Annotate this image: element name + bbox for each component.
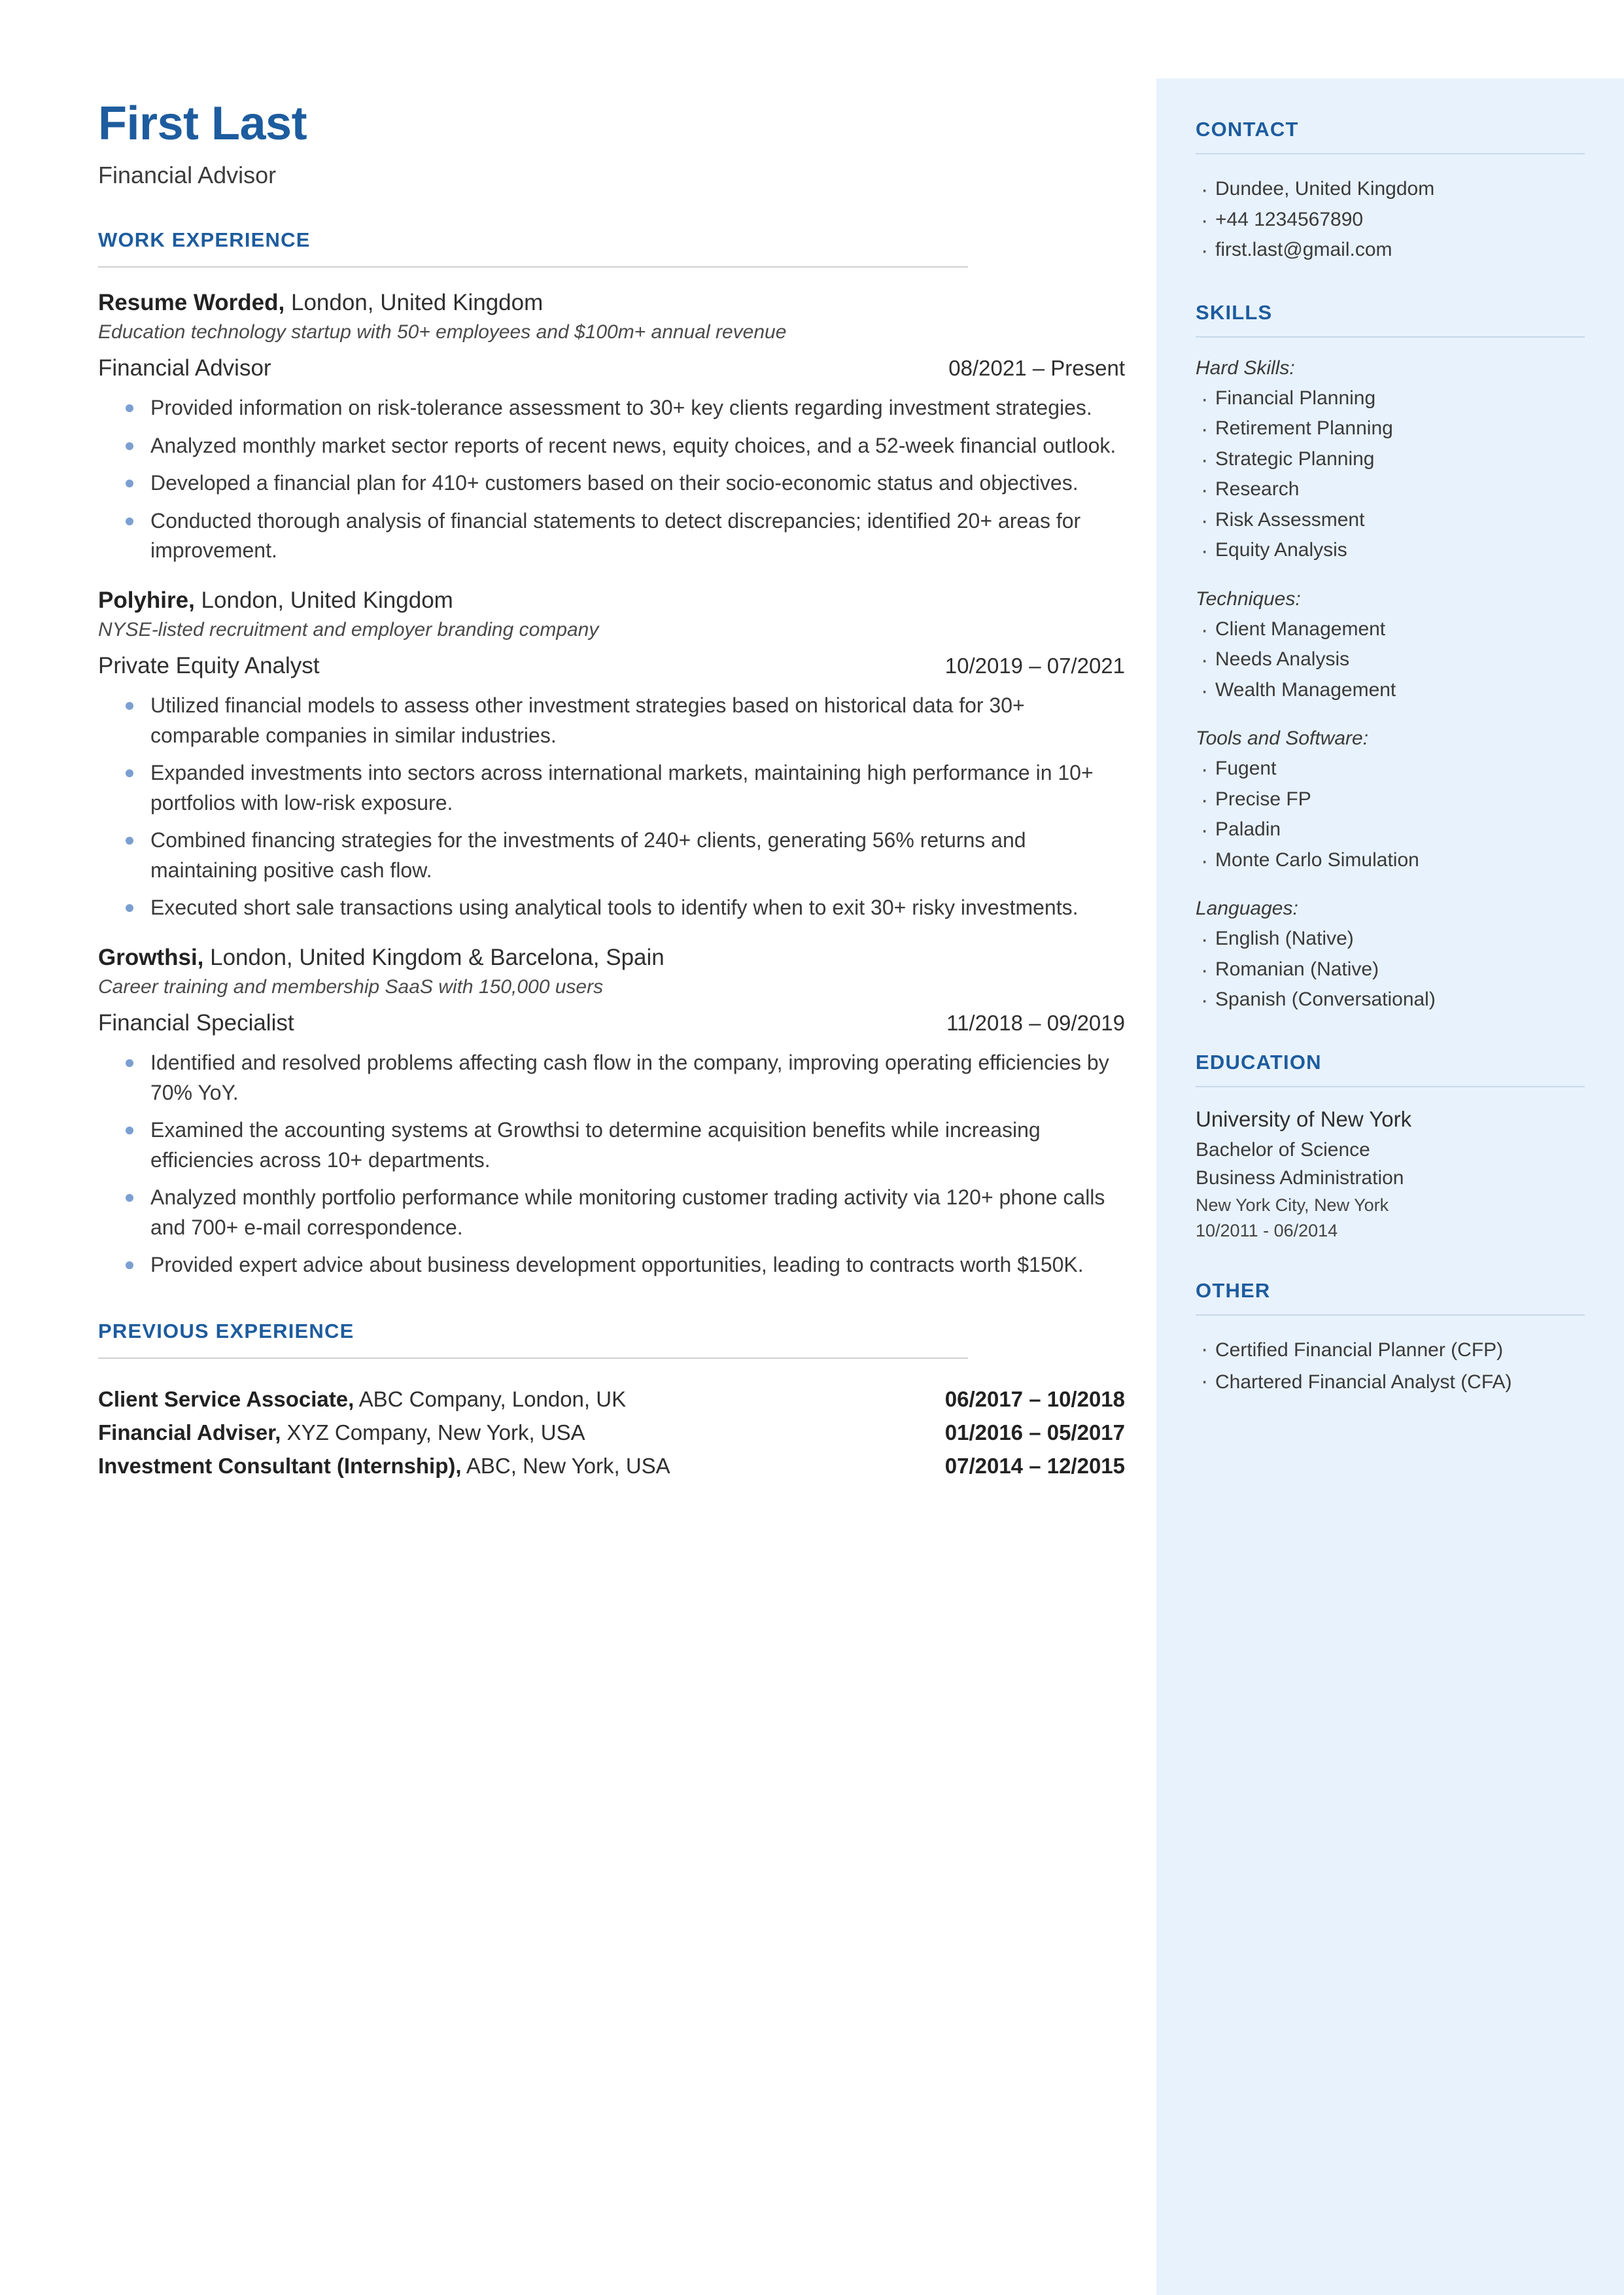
job-bullet-list	[98, 1048, 1125, 1280]
divider	[1196, 1314, 1585, 1316]
list-item: Developed a financial plan for 410+ customers based on their socio-economic status and objectives.	[98, 468, 1125, 498]
section-heading-work-experience: WORK EXPERIENCE	[98, 228, 311, 252]
job-company	[98, 587, 1125, 614]
skills-group-label-hard: Hard Skills:	[1196, 357, 1295, 379]
job-role-title: Financial Advisor	[98, 355, 271, 381]
list-item: · Risk Assessment	[1196, 505, 1585, 536]
list-item: · Financial Planning	[1196, 383, 1585, 414]
previous-role-dates: 01/2016 – 05/2017	[944, 1420, 1125, 1445]
table-row	[98, 1416, 1125, 1449]
job-company-name: Resume Worded,	[98, 290, 285, 316]
techniques-list	[1196, 614, 1585, 706]
skills-group-label-techniques: Techniques:	[1196, 587, 1301, 610]
job-company	[98, 945, 1125, 971]
sidebar-heading-other: OTHER	[1196, 1278, 1271, 1302]
job-dates: 08/2021 – Present	[948, 356, 1125, 381]
list-item: · English (Native)	[1196, 924, 1585, 955]
education-dates: 10/2011 - 06/2014	[1196, 1220, 1338, 1240]
list-item: Identified and resolved problems affecting cash flow in the company, improving operating efficiencies by 70% YoY.	[98, 1048, 1125, 1108]
previous-role-title: Client Service Associate,	[98, 1386, 354, 1411]
job-role-row	[98, 1010, 1125, 1036]
education-school: University of New York	[1196, 1106, 1412, 1131]
job-role-title: Financial Specialist	[98, 1010, 294, 1036]
job-company-description: Education technology startup with 50+ employees and $100m+ annual revenue	[98, 321, 787, 343]
job-bullet-list	[98, 393, 1125, 565]
education-major: Business Administration	[1196, 1167, 1404, 1189]
spacer	[1196, 266, 1585, 301]
list-item: · Equity Analysis	[1196, 535, 1585, 566]
skills-group-label-languages: Languages:	[1196, 898, 1298, 919]
list-item: Utilized financial models to assess other investment strategies based on historical data for 30+ comparable companies in similar industries.	[98, 691, 1125, 750]
job-role-row	[98, 355, 1125, 381]
job-title-subtitle: Financial Advisor	[98, 162, 277, 189]
list-item: Executed short sale transactions using analytical tools to identify when to exit 30+ risky investments.	[98, 893, 1125, 922]
list-item: Analyzed monthly portfolio performance while monitoring customer trading activity via 120+ phone calls and 700+ e-mail correspondence.	[98, 1183, 1125, 1242]
list-item: · Precise FP	[1196, 784, 1585, 815]
list-item: · Needs Analysis	[1196, 644, 1585, 675]
job-company-location: London, United Kingdom & Barcelona, Spain	[203, 945, 665, 971]
previous-experience-table	[98, 1382, 1125, 1482]
sidebar-heading-skills: SKILLS	[1196, 300, 1273, 324]
job-entry	[98, 945, 1125, 1280]
divider	[98, 1358, 968, 1359]
list-item: · Strategic Planning	[1196, 444, 1585, 475]
list-item: · Chartered Financial Analyst (CFA)	[1196, 1367, 1585, 1397]
section-heading-previous-experience: PREVIOUS EXPERIENCE	[98, 1319, 354, 1342]
previous-role	[98, 1449, 670, 1482]
previous-role-detail: ABC Company, London, UK	[354, 1386, 627, 1411]
job-dates: 10/2019 – 07/2021	[944, 654, 1125, 678]
previous-role-title: Financial Adviser,	[98, 1420, 281, 1445]
main-content	[98, 98, 1125, 1482]
list-item: · Research	[1196, 474, 1585, 505]
spacer	[1196, 1244, 1585, 1279]
previous-role-detail: ABC, New York, USA	[461, 1453, 670, 1478]
hard-skills-list	[1196, 383, 1585, 566]
table-row	[98, 1449, 1125, 1482]
job-company-location: London, United Kingdom	[194, 587, 453, 614]
job-company	[98, 290, 1125, 316]
list-item: Combined financing strategies for the investments of 240+ clients, generating 56% returns and maintaining positive cash flow.	[98, 826, 1125, 885]
divider	[1196, 153, 1585, 154]
previous-role-title: Investment Consultant (Internship),	[98, 1453, 462, 1478]
list-item: Analyzed monthly market sector reports of recent news, equity choices, and a 52-week financial outlook.	[98, 431, 1125, 461]
education-degree: Bachelor of Science	[1196, 1138, 1370, 1161]
job-entry	[98, 290, 1125, 565]
page-title: First Last	[98, 97, 307, 150]
table-row	[98, 1382, 1125, 1416]
list-item: · Certified Financial Planner (CFP)	[1196, 1335, 1585, 1365]
list-item: · Romanian (Native)	[1196, 955, 1585, 985]
sidebar-heading-contact: CONTACT	[1196, 118, 1299, 141]
list-item: · Spanish (Conversational)	[1196, 985, 1585, 1015]
job-dates: 11/2018 – 09/2019	[946, 1011, 1125, 1036]
job-company-name: Polyhire,	[98, 587, 195, 614]
skills-group-label-tools: Tools and Software:	[1196, 727, 1369, 749]
list-item: · Retirement Planning	[1196, 413, 1585, 444]
sidebar	[1156, 79, 1624, 2295]
job-company-description: Career training and membership SaaS with 150,000 users	[98, 976, 604, 998]
job-bullet-list	[98, 691, 1125, 922]
list-item: Provided information on risk-tolerance assessment to 30+ key clients regarding investment strategies.	[98, 393, 1125, 423]
previous-role-dates: 06/2017 – 10/2018	[944, 1386, 1125, 1411]
contact-list	[1196, 174, 1585, 266]
list-item: Provided expert advice about business development opportunities, leading to contracts worth $150K.	[98, 1250, 1125, 1280]
tools-list	[1196, 754, 1585, 875]
list-item: · Wealth Management	[1196, 675, 1585, 706]
education-entry	[1196, 1107, 1585, 1244]
sidebar-heading-education: EDUCATION	[1196, 1050, 1322, 1074]
divider	[98, 266, 968, 268]
job-company-description: NYSE-listed recruitment and employer branding company	[98, 619, 599, 641]
list-item: Conducted thorough analysis of financial statements to detect discrepancies; identified 20+ areas for improvement.	[98, 506, 1125, 566]
list-item: · Fugent	[1196, 754, 1585, 784]
list-item: Examined the accounting systems at Growthsi to determine acquisition benefits while increasing efficiencies across 10+ departments.	[98, 1115, 1125, 1175]
list-item: · Client Management	[1196, 614, 1585, 645]
job-company-location: London, United Kingdom	[285, 290, 544, 316]
list-item: · Monte Carlo Simulation	[1196, 845, 1585, 876]
divider	[1196, 1086, 1585, 1087]
previous-role-detail: XYZ Company, New York, USA	[281, 1420, 585, 1445]
job-role-row	[98, 653, 1125, 679]
job-role-title: Private Equity Analyst	[98, 653, 320, 679]
previous-role	[98, 1416, 585, 1449]
list-item: · first.last@gmail.com	[1196, 235, 1585, 266]
languages-list	[1196, 924, 1585, 1015]
list-item: · Paladin	[1196, 815, 1585, 845]
list-item: · +44 1234567890	[1196, 205, 1585, 236]
list-item: Expanded investments into sectors across international markets, maintaining high performance in 10+ portfolios with low-risk exposure.	[98, 758, 1125, 818]
education-location: New York City, New York	[1196, 1195, 1389, 1215]
previous-role-dates: 07/2014 – 12/2015	[944, 1453, 1125, 1478]
job-company-name: Growthsi,	[98, 945, 204, 971]
previous-role	[98, 1382, 626, 1416]
list-item: · Dundee, United Kingdom	[1196, 174, 1585, 205]
job-entry	[98, 587, 1125, 922]
divider	[1196, 336, 1585, 338]
spacer	[1196, 1015, 1585, 1051]
